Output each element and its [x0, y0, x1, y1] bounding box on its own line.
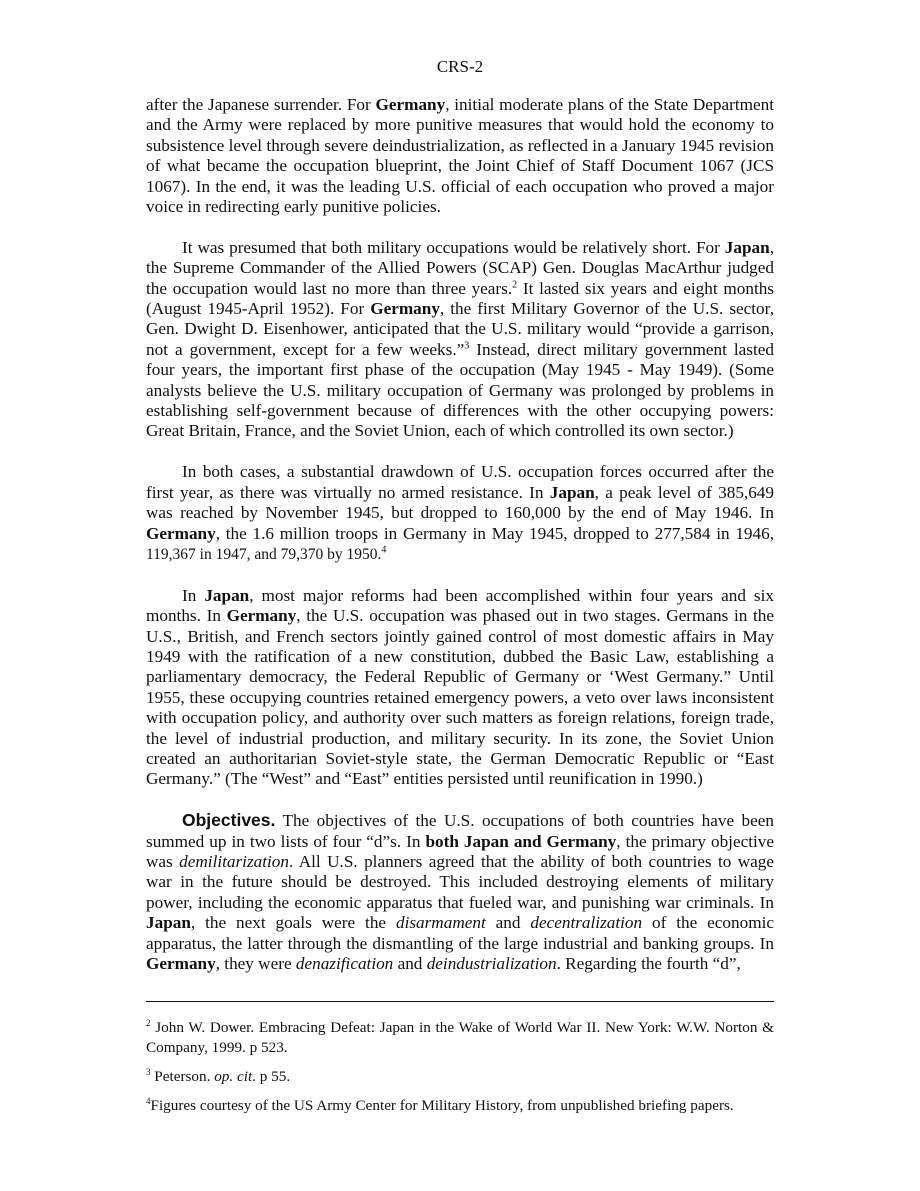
footnote-number: 3: [146, 1066, 151, 1077]
text-run: , the first Military Governor of the U.S. sector, Gen. Dwight D. Eisenhower, anticipated that the U.S. military would “provide a garrison, not a government, except for a few weeks.”: [146, 299, 774, 359]
text-run: In both cases, a substantial drawdown of U.S. occupation forces occurred after the first year, as there was virtually no armed resistance. In: [146, 462, 774, 502]
bold-term: both Japan and Germany: [425, 831, 617, 851]
italic-term: decentralization: [530, 913, 643, 933]
text-run: , they were: [215, 954, 296, 973]
footnote-ref[interactable]: 2: [512, 278, 518, 290]
footnote-text: Figures courtesy of the US Army Center for Military History, from unpublished briefing papers.: [150, 1097, 734, 1114]
text-run: after the Japanese surrender. For: [146, 95, 376, 114]
text-run: 119,367 in 1947, and 79,370 by 1950.: [146, 545, 382, 563]
bold-term: Germany: [375, 95, 446, 114]
footnote-text: Peterson.: [150, 1068, 215, 1085]
paragraph-2: [146, 238, 774, 442]
text-run: Instead, direct military government lasted four years, the important first phase of the occupation (May 1945 - May 1949). (Some analysts believe the U.S. military occupation of Germany was prolonged by problems in establishing self-government because of differences with the other occupying powers: Great Britain, France, and the Soviet Union, each of which controlled its own sector.): [146, 339, 774, 441]
italic-term: deindustrialization: [426, 954, 557, 973]
section-heading: Objectives.: [182, 810, 276, 831]
bold-term: Germany: [370, 299, 440, 319]
text-run: , the U.S. occupation was phased out in two stages. Germans in the U.S., British, and French sectors jointly gained control of most domestic affairs in May 1949 with the ratification of a new constitution, dubbed the Basic Law, establishing a parliamentary democracy, the Federal Republic of Germany or ‘West Germany.” Until 1955, these occupying countries retained emergency powers, a veto over laws inconsistent with occupation policy, and authority over such matters as foreign relations, foreign trade, the level of industrial production, and military security. In its zone, the Soviet Union created an authoritarian Soviet-style state, the German Democratic Republic or “East Germany.” (The “West” and “East” entities persisted until reunification in 1990.): [146, 606, 774, 789]
text-run: and: [393, 954, 427, 973]
footnote-text: John W. Dower. Embracing Defeat: Japan in the Wake of World War II. New York: W.W. Norton & Company, 1999. p 523.: [146, 1019, 774, 1056]
text-run: , the Supreme Commander of the Allied Powers (SCAP) Gen. Douglas MacArthur judged the occupation would last no more than three years.: [146, 237, 774, 298]
italic-term: disarmament: [395, 913, 486, 933]
text-run: In: [182, 585, 205, 605]
text-run: , the 1.6 million troops in Germany in May 1945, dropped to 277,584 in 1946,: [215, 523, 774, 543]
bold-term: Japan: [724, 237, 770, 257]
footnote-divider: [146, 1001, 774, 1002]
paragraph-4: [146, 586, 774, 790]
footnote-number: 2: [146, 1017, 151, 1028]
text-run: , most major reforms had been accomplished within four years and six months. In: [146, 585, 774, 626]
text-run: , the primary objective was: [146, 831, 774, 871]
footnote-ref[interactable]: 4: [381, 544, 387, 556]
bold-term: Japan: [549, 482, 595, 502]
footnote-text: . p 55.: [252, 1068, 291, 1085]
body-text: [146, 95, 774, 974]
text-run: and: [485, 913, 531, 933]
text-run: , initial moderate plans of the State Department and the Army were replaced by more punitive measures that would hold the economy to subsistence level through severe deindustrialization, as reflected in a January 1945 revision of what became the occupation blueprint, the Joint Chief of Staff Document 1067 (JCS 1067). In the end, it was the leading U.S. official of each occupation who proved a major voice in redirecting early punitive policies.: [146, 95, 774, 217]
paragraph-3: [146, 462, 774, 565]
italic-term: denazification: [295, 954, 394, 973]
text-run: The objectives of the U.S. occupations of both countries have been summed up in two lists of four “d”s. In: [146, 811, 774, 851]
footnote-ref[interactable]: 3: [464, 340, 470, 352]
bold-term: Japan: [204, 585, 250, 605]
bold-term: Germany: [226, 606, 297, 626]
bold-term: Germany: [146, 954, 216, 973]
paragraph-1: [146, 95, 774, 217]
text-run: , the next goals were the: [190, 913, 396, 933]
text-run: It was presumed that both military occupations would be relatively short. For: [182, 237, 725, 257]
text-run: It lasted six years and eight months (August 1945-April 1952). For: [146, 278, 774, 319]
text-run: . Regarding the fourth “d”,: [556, 954, 741, 973]
footnotes: [146, 1018, 774, 1125]
italic-term: demilitarization: [179, 851, 289, 871]
text-run: , a peak level of 385,649 was reached by November 1945, but dropped to 160,000 by the end of May 1946. In: [146, 482, 774, 523]
bold-term: Japan: [146, 913, 191, 933]
footnote-4: [146, 1096, 774, 1116]
paragraph-objectives: [146, 810, 774, 974]
text-run: of the economic apparatus, the latter through the dismantling of the large industrial and banking groups. In: [146, 913, 774, 953]
bold-term: Germany: [146, 523, 216, 543]
footnote-2: [146, 1018, 774, 1058]
footnote-3: [146, 1067, 774, 1087]
text-run: . All U.S. planners agreed that the ability of both countries to wage war in the future should be destroyed. This included destroying elements of military power, including the economic apparatus that fueled war, and punishing war criminals. In: [146, 851, 775, 912]
footnote-italic: op. cit: [214, 1068, 253, 1085]
footnote-number: 4: [146, 1095, 151, 1106]
page-number: CRS-2: [436, 57, 484, 76]
